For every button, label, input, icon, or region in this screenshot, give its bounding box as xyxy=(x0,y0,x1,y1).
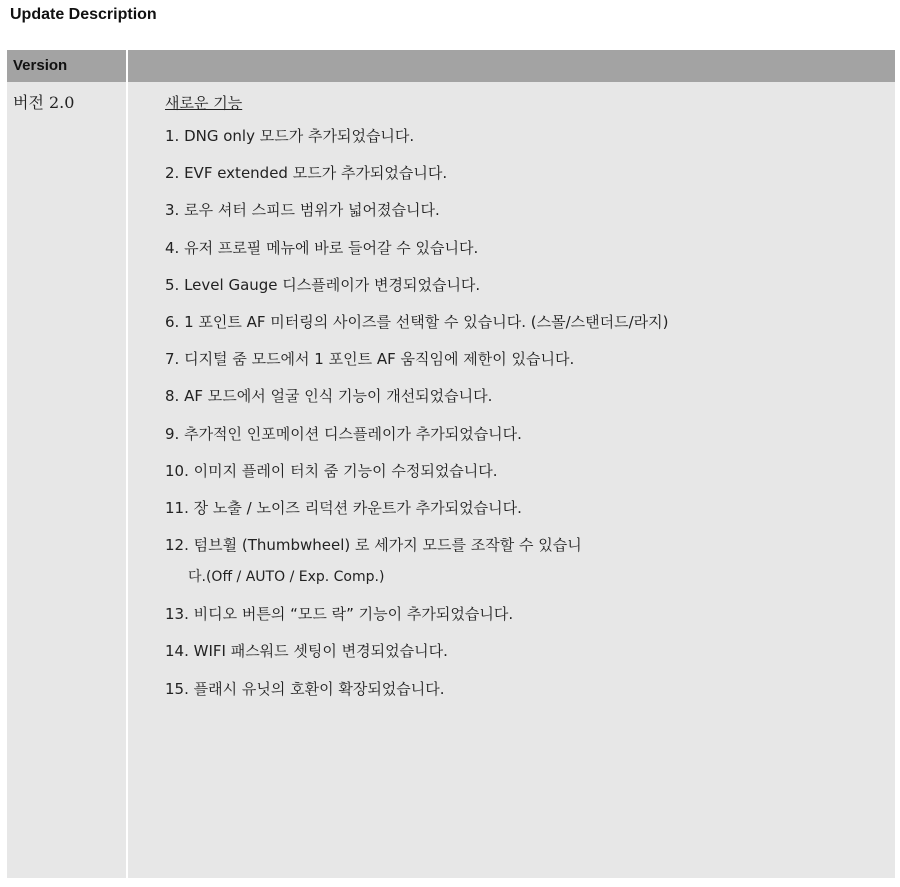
list-item: 8. AF 모드에서 얼굴 인식 기능이 개선되었습니다. xyxy=(165,387,493,406)
column-header-description xyxy=(128,50,895,82)
column-header-version: Version xyxy=(13,57,68,74)
list-item: 11. 장 노출 / 노이즈 리덕션 카운트가 추가되었습니다. xyxy=(165,498,522,517)
list-item: 5. Level Gauge 디스플레이가 변경되었습니다. xyxy=(165,275,481,294)
column-divider-body xyxy=(126,82,128,878)
list-item: 4. 유저 프로필 메뉴에 바로 들어갈 수 있습니다. xyxy=(165,238,479,257)
list-item: 6. 1 포인트 AF 미터링의 사이즈를 선택할 수 있습니다. (스몰/스탠더드/라지) xyxy=(165,312,669,331)
table-header-row xyxy=(7,50,895,82)
list-item: 3. 로우 셔터 스피드 범위가 넓어졌습니다. xyxy=(165,201,440,220)
list-item: 15. 플래시 유닛의 호환이 확장되었습니다. xyxy=(165,679,445,698)
list-item: 9. 추가적인 인포메이션 디스플레이가 추가되었습니다. xyxy=(165,424,522,443)
list-item: 14. WIFI 패스워드 셋팅이 변경되었습니다. xyxy=(165,642,448,661)
list-item-continuation: 다.(Off / AUTO / Exp. Comp.) xyxy=(188,569,385,586)
page-title: Update Description xyxy=(10,6,157,23)
list-item: 12. 텀브휠 (Thumbwheel) 로 세가지 모드를 조작할 수 있습니 xyxy=(165,536,582,555)
description-cell xyxy=(165,92,890,715)
list-item: 7. 디지털 줌 모드에서 1 포인트 AF 움직임에 제한이 있습니다. xyxy=(165,350,575,369)
list-item: 13. 비디오 버튼의 “모드 락” 기능이 추가되었습니다. xyxy=(165,605,514,624)
list-item: 10. 이미지 플레이 터치 줌 기능이 수정되었습니다. xyxy=(165,461,498,480)
list-item: 1. DNG only 모드가 추가되었습니다. xyxy=(165,127,415,145)
version-cell: 버전 2.0 xyxy=(13,93,75,112)
update-table xyxy=(7,50,895,878)
section-heading-new-features: 새로운 기능 xyxy=(165,94,243,112)
list-item: 2. EVF extended 모드가 추가되었습니다. xyxy=(165,164,448,183)
